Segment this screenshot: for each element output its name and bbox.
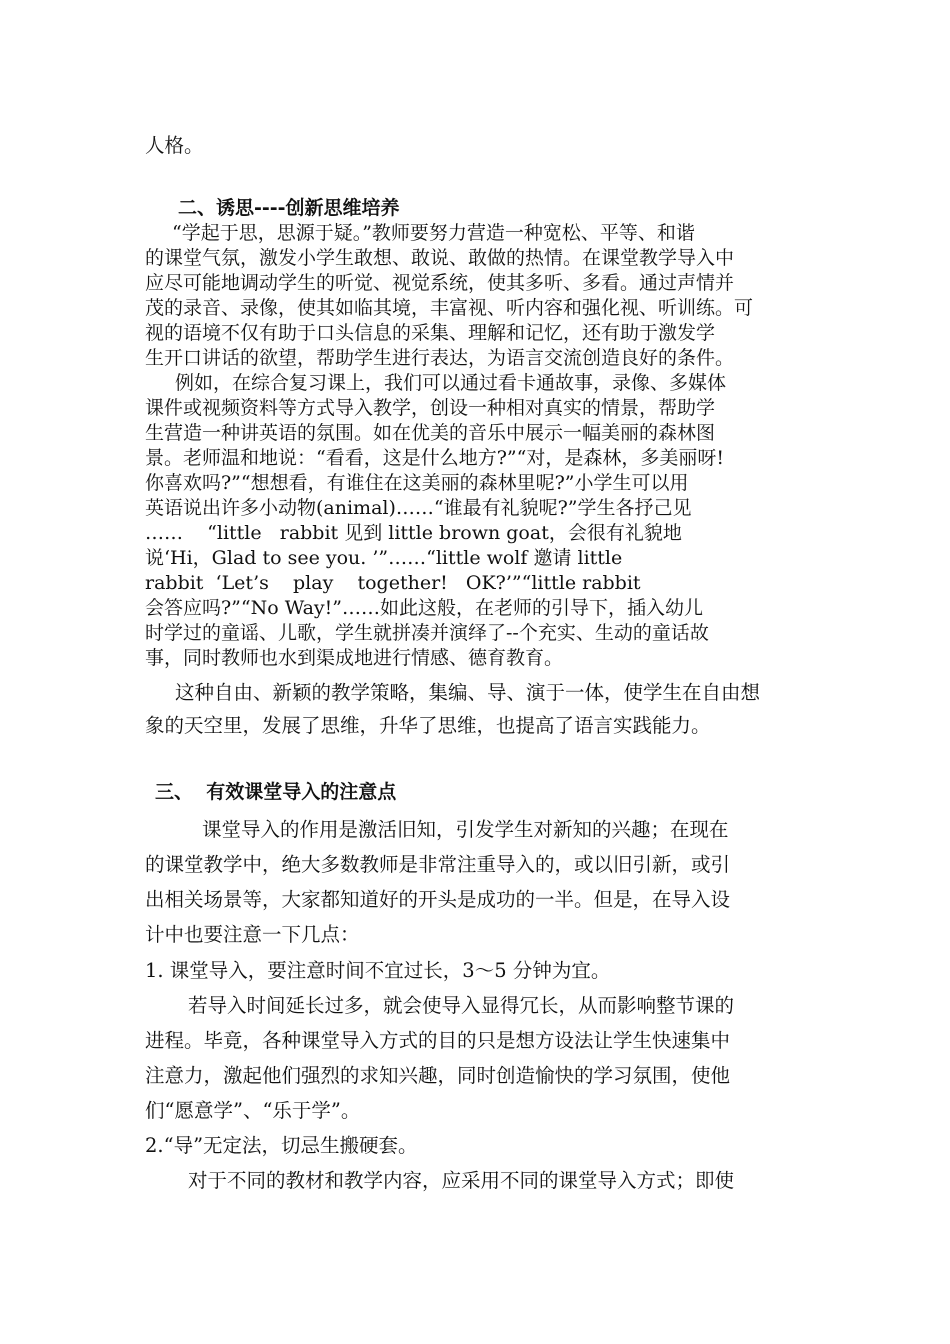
paragraph-line: 英语说出许多小动物(animal)……“谁最有礼貌呢?”学生各抒己见 [145, 497, 692, 519]
paragraph-line: 人格。 [145, 134, 204, 157]
paragraph-line: 计中也要注意一下几点： [145, 923, 360, 946]
paragraph-line: 会答应吗?”“No Way!”……如此这般，在老师的引导下，插入幼儿 [145, 597, 704, 619]
paragraph-line: 视的语境不仅有助于口头信息的采集、理解和记忆，还有助于激发学 [145, 322, 716, 344]
paragraph-line: 出相关场景等，大家都知道好的开头是成功的一半。但是，在导入设 [145, 888, 731, 911]
paragraph-line: 注意力，激起他们强烈的求知兴趣，同时创造愉快的学习氛围，使他 [145, 1064, 731, 1087]
paragraph-line: 的课堂教学中，绝大多数教师是非常注重导入的，或以旧引新，或引 [145, 853, 731, 876]
paragraph-line: rabbit ‘Let’s play together! OK?’”“little rabbit [145, 572, 641, 594]
paragraph-line: 的课堂气氛，激发小学生敢想、敢说、敢做的热情。在课堂教学导入中 [145, 247, 735, 269]
section-heading: 二、诱思----创新思维培养 [178, 197, 400, 219]
paragraph-line: 事，同时教师也水到渠成地进行情感、德育教育。 [145, 647, 564, 669]
paragraph-line: 这种自由、新颖的教学策略，集编、导、演于一体，使学生在自由想 [175, 681, 761, 704]
paragraph-line: 课堂导入的作用是激活旧知，引发学生对新知的兴趣；在现在 [202, 818, 729, 841]
paragraph-line: 例如，在综合复习课上，我们可以通过看卡通故事，录像、多媒体 [175, 372, 727, 394]
paragraph-line: 生营造一种讲英语的氛围。如在优美的音乐中展示一幅美丽的森林图 [145, 422, 716, 444]
paragraph-line: 课件或视频资料等方式导入教学，创设一种相对真实的情景，帮助学 [145, 397, 716, 419]
list-item: 2.“导”无定法，切忌生搬硬套。 [145, 1134, 418, 1157]
paragraph-line: 进程。毕竟，各种课堂导入方式的目的只是想方设法让学生快速集中 [145, 1029, 731, 1052]
paragraph-line: 说‘Hi，Glad to see you. ’”……“little wolf 邀请 little [145, 547, 623, 569]
paragraph-line: 生开口讲话的欲望，帮助学生进行表达，为语言交流创造良好的条件。 [145, 347, 735, 369]
paragraph-line: …… “little rabbit 见到 little brown goat，会很有礼貌地 [145, 522, 682, 544]
paragraph-line: 们“愿意学”、“乐于学”。 [145, 1099, 361, 1122]
paragraph-line: 时学过的童谣、儿歌，学生就拼凑并演绎了--个充实、生动的童话故 [145, 622, 709, 644]
paragraph-line: 景。老师温和地说：“看看，这是什么地方?”“对，是森林，多美丽呀! [145, 447, 724, 469]
paragraph-line: 象的天空里，发展了思维，升华了思维，也提高了语言实践能力。 [145, 714, 711, 737]
paragraph-line: 茂的录音、录像，使其如临其境，丰富视、听内容和强化视、听训练。可 [145, 297, 754, 319]
paragraph-line: 若导入时间延长过多，就会使导入显得冗长，从而影响整节课的 [188, 994, 735, 1017]
paragraph-line: “学起于思，思源于疑。”教师要努力营造一种宽松、平等、和谐 [172, 222, 695, 244]
section-heading: 三、 有效课堂导入的注意点 [155, 781, 397, 803]
paragraph-line: 对于不同的教材和教学内容，应采用不同的课堂导入方式；即使 [188, 1169, 735, 1192]
paragraph-line: 应尽可能地调动学生的听觉、视觉系统，使其多听、多看。通过声情并 [145, 272, 735, 294]
paragraph-line: 你喜欢吗?”“想想看，有谁住在这美丽的森林里呢?”小学生可以用 [145, 472, 689, 494]
list-item: 1. 课堂导入，要注意时间不宜过长，3～5 分钟为宜。 [145, 959, 611, 982]
